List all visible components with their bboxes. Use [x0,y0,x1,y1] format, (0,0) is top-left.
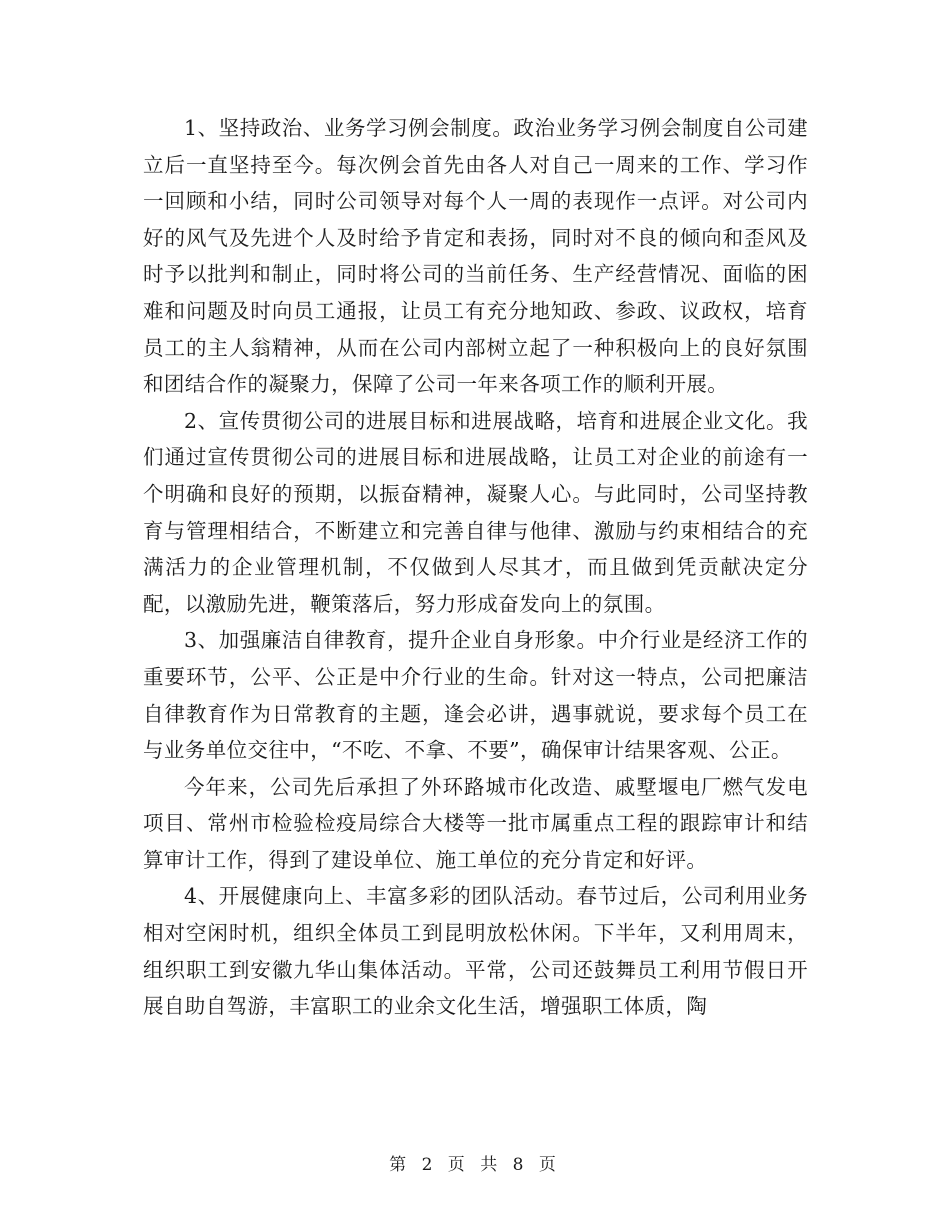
paragraph-team-activities: 4、开展健康向上、丰富多彩的团队活动。春节过后，公司利用业务相对空闲时机，组织全体员工到昆明放松休闲。下半年，又利用周末，组织职工到安徽九华山集体活动。平常，公司还鼓舞员工利用节假日开展自助自驾游，丰富职工的业余文化生活，增强职工体质，陶 [143,884,808,1019]
page-footer: 第 2 页 共 8 页 [389,1155,561,1175]
paragraph-study-meeting: 1、坚持政治、业务学习例会制度。政治业务学习例会制度自公司建立后一直坚持至今。每次例会首先由各人对自己一周来的工作、学习作一回顾和小结，同时公司领导对每个人一周的表现作一点评。对公司内好的风气及先进个人及时给予肯定和表扬，同时对不良的倾向和歪风及时予以批判和制止，同时将公司的当前任务、生产经营情况、面临的困难和问题及时向员工通报，让员工有充分地知政、参政、议政权，培育员工的主人翁精神，从而在公司内部树立起了一种积极向上的良好氛围和团结合作的凝聚力，保障了公司一年来各项工作的顺利开展。 [143,116,808,397]
paragraph-corporate-culture: 2、宣传贯彻公司的进展目标和进展战略，培育和进展企业文化。我们通过宣传贯彻公司的进展目标和进展战略，让员工对企业的前途有一个明确和良好的预期，以振奋精神，凝聚人心。与此同时，公司坚持教育与管理相结合，不断建立和完善自律与他律、激励与约束相结合的充满活力的企业管理机制，不仅做到人尽其才，而且做到凭贡献决定分配，以激励先进，鞭策落后，努力形成奋发向上的氛围。 [143,408,808,616]
document-body [143,110,808,1025]
paragraph-key-projects: 今年来，公司先后承担了外环路城市化改造、戚墅堰电厂燃气发电项目、常州市检验检疫局综合大楼等一批市属重点工程的跟踪审计和结算审计工作，得到了建设单位、施工单位的充分肯定和好评。 [143,774,808,872]
paragraph-integrity-education: 3、加强廉洁自律教育，提升企业自身形象。中介行业是经济工作的重要环节，公平、公正是中介行业的生命。针对这一特点，公司把廉洁自律教育作为日常教育的主题，逢会必讲，遇事就说，要求每个员工在与业务单位交往中，“不吃、不拿、不要”，确保审计结果客观、公正。 [143,628,808,763]
